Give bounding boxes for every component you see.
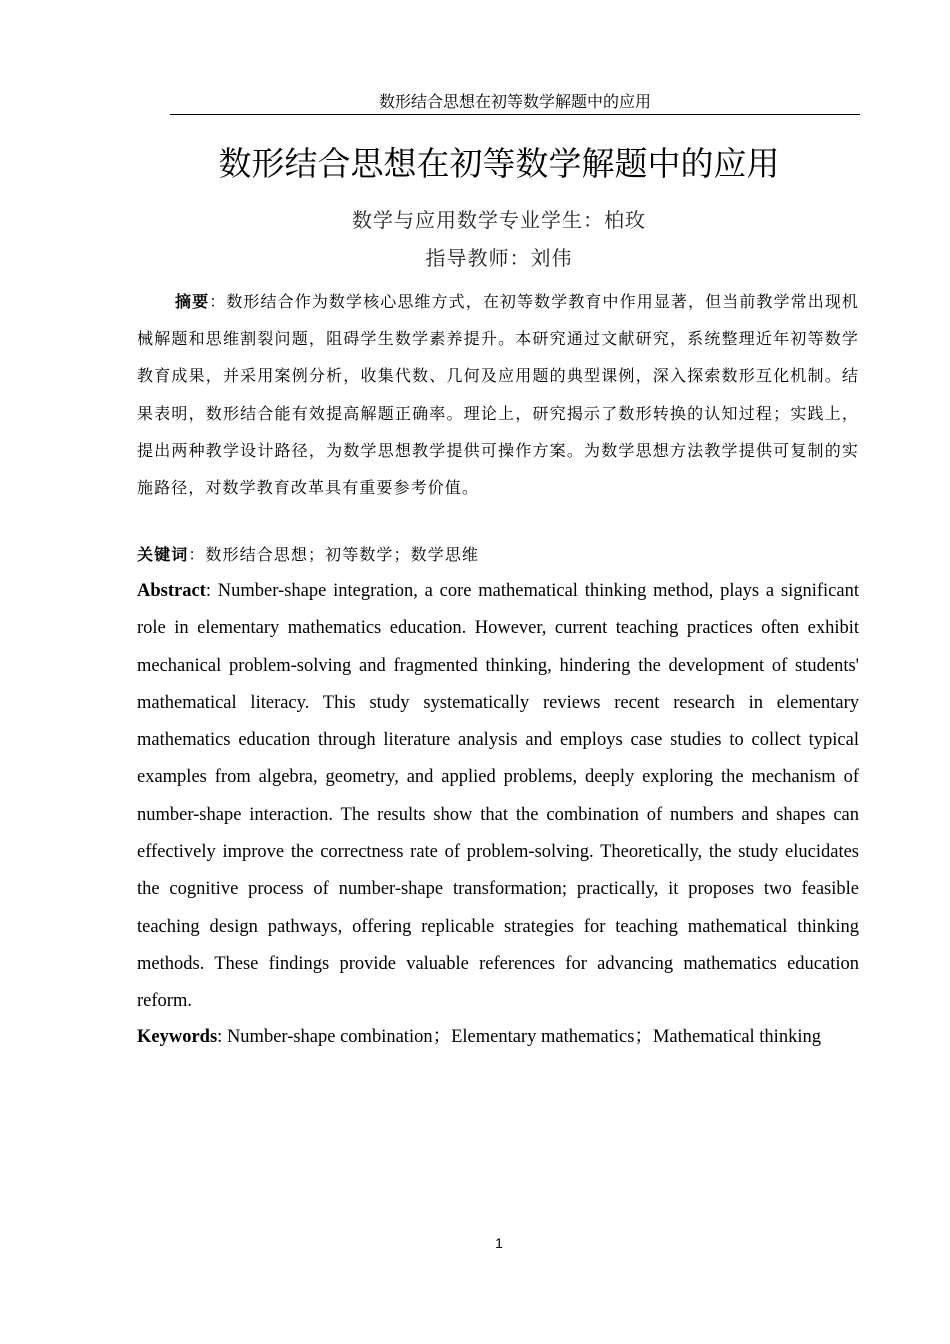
chinese-keywords-label: 关键词 (137, 545, 189, 564)
student-line: 数学与应用数学专业学生：柏玫 (352, 208, 646, 232)
english-keywords-text: Number-shape combination；Elementary mathematics；Mathematical thinking (226, 1027, 821, 1047)
english-keywords (137, 1022, 859, 1052)
english-keywords-separator: : (217, 1027, 227, 1047)
english-abstract-separator: : (205, 581, 218, 601)
english-abstract-label: Abstract (137, 581, 206, 601)
page-number: 1 (495, 1235, 503, 1251)
running-header (170, 92, 860, 115)
chinese-abstract-text: 数形结合作为数学核心思维方式，在初等数学教育中作用显著，但当前教学常出现机械解题和思维割裂问题，阻碍学生数学素养提升。本研究通过文献研究，系统整理近年初等数学教育成果，并采用案例分析，收集代数、几何及应用题的典型课例，深入探索数形互化机制。结果表明，数形结合能有效提高解题正确率。理论上，研究揭示了数形转换的认知过程；实践上，提出两种教学设计路径，为数学思想教学提供可操作方案。为数学思想方法教学提供可复制的实施路径，对数学教育改革具有重要参考价值。 (137, 292, 860, 498)
english-abstract-text: Number-shape integration, a core mathematical thinking method, plays a significant role in elementary mathematics education. However, current teaching practices often exhibit mechanical problem-solving and fragmented thinking, hindering the development of students' mathematical literacy. This study systematically reviews recent research in elementary mathematics education through literature analysis and employs case studies to collect typical examples from algebra, geometry, and applied problems, deeply exploring the mechanism of number-shape interaction. The results show that the combination of numbers and shapes can effectively improve the correctness rate of problem-solving. Theoretically, the study elucidates the cognitive process of number-shape transformation; practically, it proposes two feasible teaching design pathways, offering replicable strategies for teaching mathematical thinking methods. These findings provide valuable references for advancing mathematics education reform. (137, 581, 859, 1012)
paper-title: 数形结合思想在初等数学解题中的应用 (218, 144, 780, 183)
english-abstract (137, 573, 859, 1021)
chinese-abstract-label: 摘要 (175, 292, 210, 311)
running-header-title: 数形结合思想在初等数学解题中的应用 (378, 92, 651, 111)
advisor-line: 指导教师：刘伟 (425, 246, 573, 270)
chinese-keywords (137, 540, 859, 570)
chinese-abstract-separator: ： (209, 292, 227, 311)
chinese-keywords-text: 数形结合思想；初等数学；数学思维 (205, 545, 480, 564)
chinese-abstract (137, 283, 859, 506)
chinese-keywords-separator: ： (188, 545, 206, 564)
english-keywords-label: Keywords (137, 1027, 218, 1047)
